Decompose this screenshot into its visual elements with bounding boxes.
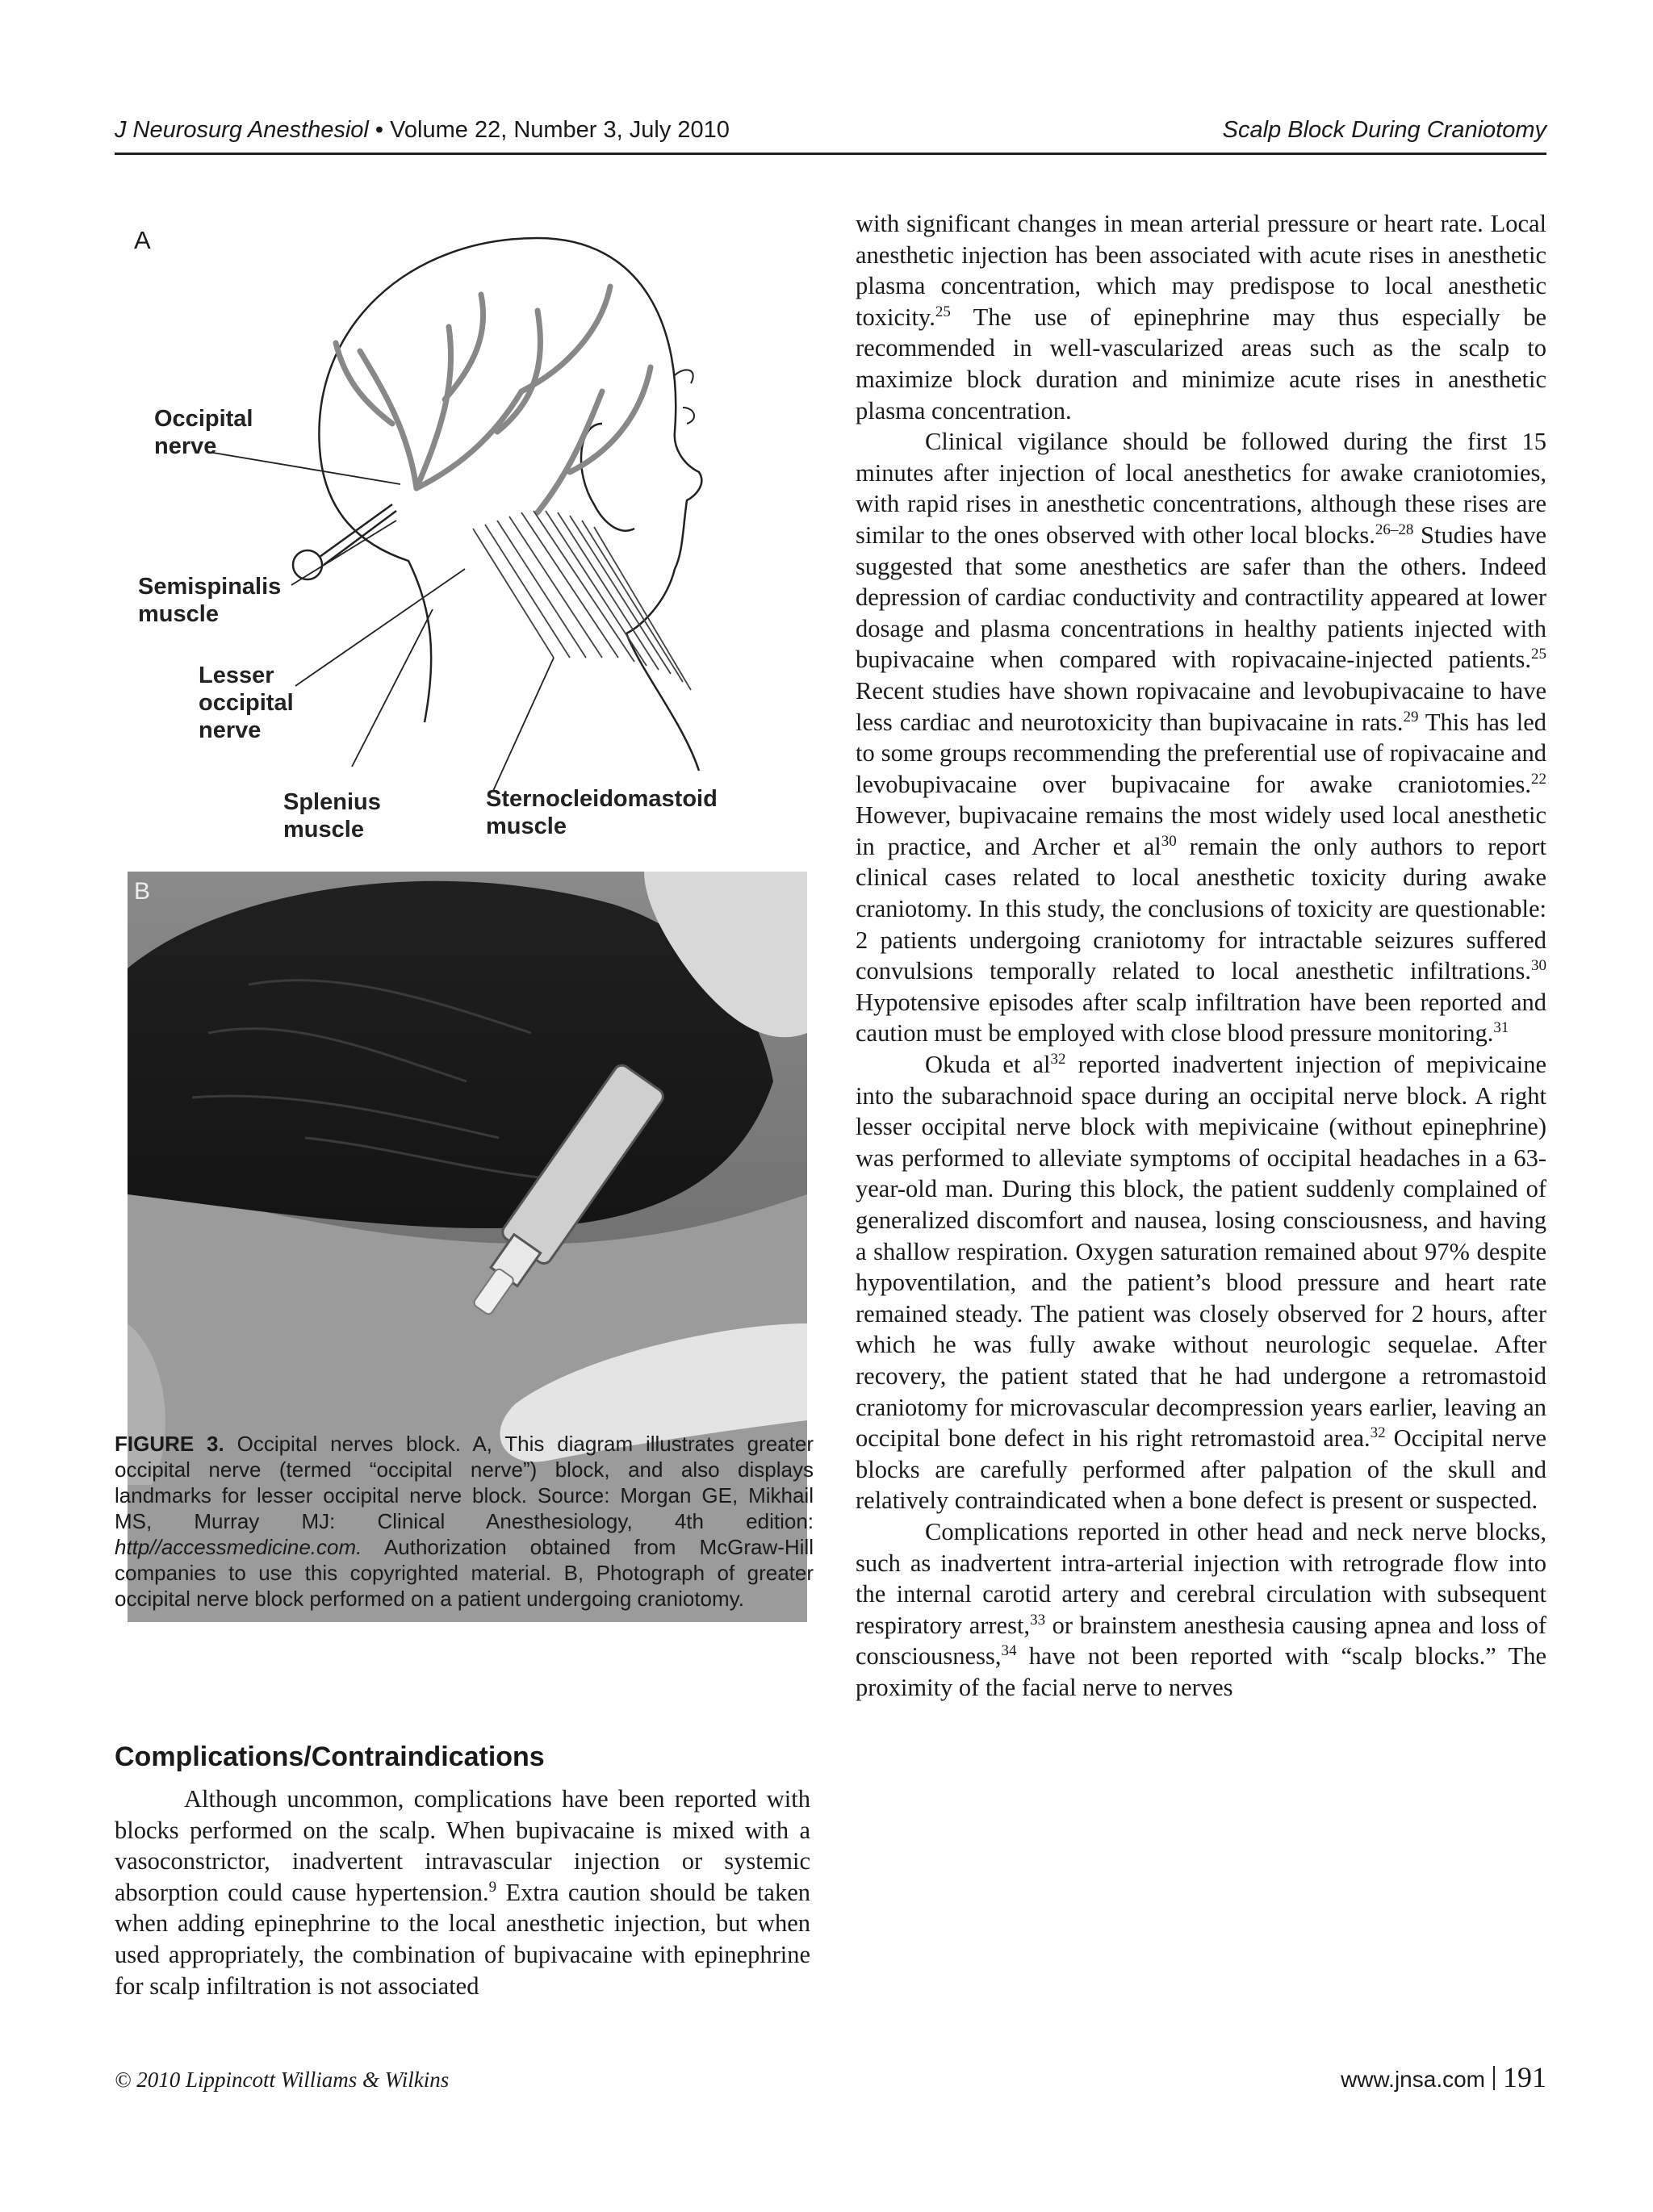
text-run: Although uncommon, complications have been reported with blocks performed on the scalp. When bupivacaine is mixed with a vasoconstrictor, inadvertent intravascular injection or systemic absorption could cause hypertension. (115, 1785, 810, 1906)
text-run: Okuda et al (925, 1051, 1051, 1079)
panel-b-label: B (134, 878, 151, 905)
citation: 26–28 (1375, 521, 1414, 538)
right-column-text (856, 208, 1546, 1704)
text-run: Extra caution should be taken when adding epinephrine to the local anesthetic injection, but when used appropriately, the combination of bupivacaine with epinephrine for scalp infiltration is not associated (115, 1878, 810, 2000)
citation: 32 (1050, 1050, 1066, 1068)
text-run: Clinical vigilance should be followed during the first 15 minutes after injection of local anesthetics for awake craniotomies, with rapid rises in anesthetic concentrations, although these rises are similar to the ones observed with other local blocks. (856, 428, 1546, 549)
citation: 25 (935, 303, 951, 320)
caption-text-1: Occipital nerves block. A, This diagram illustrates greater occipital nerve (termed “occipital nerve”) block, and also displays landmarks for lesser occipital nerve block. Source: Morgan GE, Mikhail MS, Murray MJ: Clinical Anesthesiology, 4th edition: (115, 1432, 814, 1533)
footer-divider (1493, 2066, 1495, 2090)
figure-caption (115, 1431, 814, 1612)
label-line: Sternocleidomastoid (486, 786, 718, 812)
page-number: 191 (1503, 2061, 1546, 2093)
citation: 30 (1161, 832, 1177, 850)
label-sternocleidomastoid (486, 785, 718, 840)
label-line: Occipital (154, 406, 253, 432)
text-run: reported inadvertent injection of mepivicaine into the subarachnoid space during an occipital nerve block. A right lesser occipital nerve block with mepivicaine (without epinephrine) was performed to alleviate symptoms of occipital headaches in a 63-year-old man. During this block, the patient suddenly complained of generalized discomfort and nausea, losing consciousness, and having a shallow respiration. Oxygen saturation remained about 97% despite hypoventilation, and the patient’s blood pressure and heart rate remained steady. The patient was closely observed for 2 hours, after which he was fully awake without neurologic sequelae. After recovery, the patient stated that he had undergone a retromastoid craniotomy for microvascular decompression years earlier, leaving an occipital bone defect in his right retromastoid area. (856, 1051, 1546, 1453)
label-lesser-occipital (199, 662, 294, 744)
paragraph (856, 1049, 1546, 1516)
occipital-nerve-diagram (118, 206, 812, 859)
citation: 33 (1030, 1611, 1046, 1629)
citation: 31 (1493, 1019, 1509, 1037)
left-column-text (115, 1783, 810, 2001)
running-header (115, 115, 1546, 155)
text-run: with significant changes in mean arterial pressure or heart rate. Local anesthetic injection has been associated with acute rises in anesthetic plasma concentration, which may predispose to local anesthetic toxicity. (856, 210, 1546, 331)
header-left: J Neurosurg Anesthesiol • Volume 22, Number 3, July 2010 (115, 117, 730, 143)
section-heading: Complications/Contraindications (115, 1742, 545, 1772)
label-line: Lesser (199, 663, 274, 688)
citation: 32 (1370, 1424, 1386, 1441)
label-semispinalis (138, 573, 281, 628)
figure-panel-a (118, 206, 812, 859)
section-title: Scalp Block During Craniotomy (1222, 117, 1546, 143)
footer-right (1341, 2060, 1546, 2094)
citation: 29 (1403, 708, 1419, 725)
text-run: Occipital nerve blocks are carefully performed after palpation of the skull and relatively contraindicated when a bone defect is present or suspected. (856, 1424, 1546, 1515)
caption-text-2: Authorization obtained from McGraw-Hill companies to use this copyrighted material. B, Photograph of greater occipital nerve block performed on a patient undergoing craniotomy. (115, 1535, 814, 1611)
issue-info: Volume 22, Number 3, July 2010 (390, 117, 730, 143)
paragraph (856, 1516, 1546, 1704)
footer-copyright: © 2010 Lippincott Williams & Wilkins (115, 2068, 450, 2092)
text-run: have not been reported with “scalp blocks.” The proximity of the facial nerve to nerves (856, 1642, 1546, 1701)
panel-a-label: A (134, 226, 151, 254)
label-line: muscle (486, 813, 567, 839)
citation: 25 (1531, 646, 1546, 663)
caption-label: FIGURE 3. (115, 1432, 224, 1456)
label-line: Semispinalis (138, 574, 282, 600)
citation: 9 (488, 1878, 497, 1896)
text-run: Studies have suggested that some anesthetics are safer than the others. Indeed depression of cardiac conductivity and contractility appeared at lower dosage and plasma concentrations in healthy patients injected with bupivacaine when compared with ropivacaine-injected patients. (856, 521, 1546, 674)
citation: 34 (1001, 1642, 1017, 1660)
citation: 22 (1531, 770, 1546, 788)
label-line: muscle (138, 601, 219, 627)
label-line: nerve (154, 433, 217, 459)
text-run: Complications reported in other head and neck nerve blocks, such as inadvertent intra-arterial injection with retrograde flow into the internal carotid artery and cerebral circulation with subsequent respiratory arrest, (856, 1517, 1546, 1639)
text-run: Recent studies have shown ropivacaine and levobupivacaine to have less cardiac and neurotoxicity than bupivacaine in rats. (856, 676, 1546, 736)
footer-website[interactable]: www.jnsa.com (1341, 2067, 1485, 2092)
label-splenius (283, 788, 381, 843)
text-run: Hypotensive episodes after scalp infiltration have been reported and caution must be employed with close blood pressure monitoring. (856, 988, 1546, 1047)
paragraph (115, 1783, 810, 2001)
caption-url: http//accessmedicine.com. (115, 1535, 362, 1559)
label-occipital-nerve (154, 405, 253, 460)
text-run: This has led to some groups recommending the preferential use of ropivacaine and levobupivacaine over bupivacaine for awake craniotomies. (856, 708, 1546, 798)
label-line: nerve (199, 717, 262, 743)
text-run: The use of epinephrine may thus especially be recommended in well-vascularized areas such as the scalp to maximize block duration and minimize acute rises in anesthetic plasma concentration. (856, 303, 1546, 424)
label-line: occipital (199, 690, 294, 716)
citation: 30 (1531, 957, 1546, 975)
label-line: Splenius (283, 789, 381, 815)
paragraph (856, 426, 1546, 1049)
label-line: muscle (283, 817, 364, 843)
text-run: However, bupivacaine remains the most widely used local anesthetic in practice, and Archer et al (856, 801, 1546, 860)
paragraph (856, 208, 1546, 426)
text-run: remain the only authors to report clinical cases related to local anesthetic toxicity during awake craniotomy. In this study, the conclusions of toxicity are questionable: 2 patients undergoing craniotomy for intractable seizures suffered convulsions temporally related to local anesthetic infiltrations. (856, 832, 1546, 985)
journal-name: J Neurosurg Anesthesiol (115, 117, 369, 143)
text-run: or brainstem anesthesia causing apnea and loss of consciousness, (856, 1611, 1547, 1670)
